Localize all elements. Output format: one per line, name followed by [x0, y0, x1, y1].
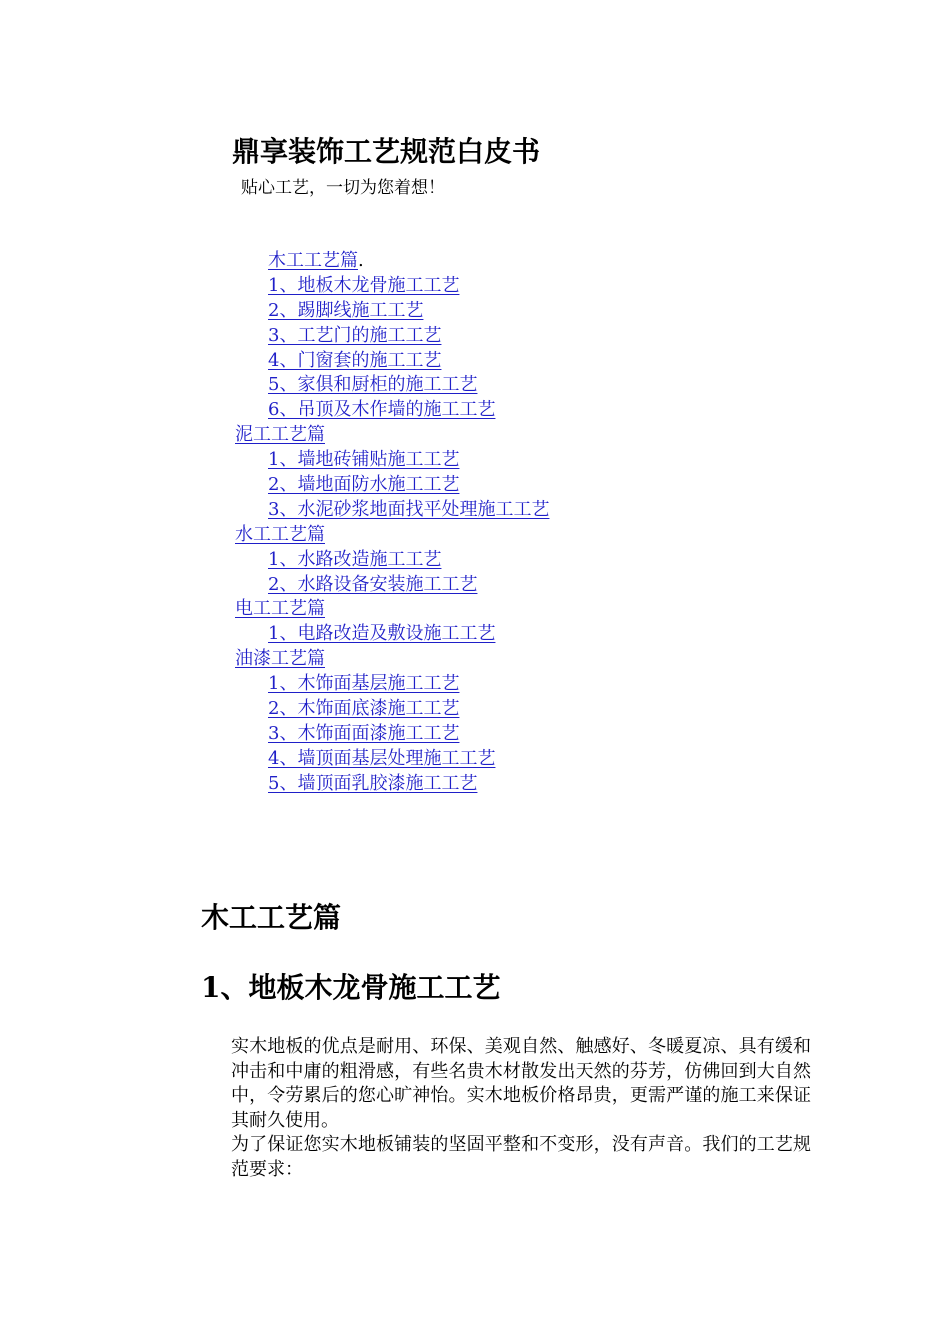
toc-link[interactable]: 1、地板木龙骨施工工艺: [268, 274, 460, 296]
document-subtitle: 贴心工艺，一切为您着想！: [241, 178, 445, 198]
toc-item: [0, 622, 549, 647]
toc-link[interactable]: 电工工艺篇: [235, 598, 325, 620]
toc-link[interactable]: 1、墙地砖铺贴施工工艺: [268, 449, 460, 471]
body-paragraph: 为了保证您实木地板铺装的坚固平整和不变形，没有声音。我们的工艺规范要求：: [231, 1134, 811, 1180]
toc-link[interactable]: 2、水路设备安装施工工艺: [268, 573, 478, 595]
toc-item: [0, 498, 549, 523]
toc-item: [0, 548, 549, 573]
toc-item: [0, 722, 549, 747]
toc-link[interactable]: 1、电路改造及敷设施工工艺: [268, 623, 496, 645]
subsection-title: 1、地板木龙骨施工工艺: [201, 971, 501, 1004]
toc-item: [0, 672, 549, 697]
toc-link[interactable]: 1、木饰面基层施工工艺: [268, 673, 460, 695]
body-paragraph: 实木地板的优点是耐用、环保、美观自然、触感好、冬暖夏凉、具有缓和冲击和中庸的粗滑感，有些名贵木材散发出天然的芬芳，仿佛回到大自然中，令劳累后的您心旷神怡。实木地板价格昂贵，更需严谨的施工来保证其耐久使用。: [231, 1036, 811, 1131]
toc-item: [0, 398, 549, 423]
toc-link[interactable]: 4、门窗套的施工工艺: [268, 349, 442, 371]
document-title: 鼎享装饰工艺规范白皮书: [232, 135, 541, 168]
toc-trailing-mark: .: [358, 250, 364, 271]
section-title: 木工工艺篇: [201, 901, 342, 934]
toc-item: [0, 747, 549, 772]
toc-link[interactable]: 5、墙顶面乳胶漆施工工艺: [268, 772, 478, 794]
toc-link[interactable]: 1、水路改造施工工艺: [268, 548, 442, 570]
toc-link[interactable]: 3、木饰面面漆施工工艺: [268, 722, 460, 744]
toc-link[interactable]: 2、踢脚线施工工艺: [268, 299, 424, 321]
toc-link[interactable]: 泥工工艺篇: [235, 424, 325, 446]
toc-item: [0, 573, 549, 598]
toc-link[interactable]: 6、吊顶及木作墙的施工工艺: [268, 399, 496, 421]
table-of-contents: [0, 249, 549, 797]
toc-link[interactable]: 2、木饰面底漆施工工艺: [268, 698, 460, 720]
toc-item: [0, 349, 549, 374]
toc-item: [0, 523, 549, 548]
toc-link[interactable]: 3、水泥砂浆地面找平处理施工工艺: [268, 498, 550, 520]
toc-item: [0, 473, 549, 498]
toc-item: [0, 274, 549, 299]
toc-link[interactable]: 4、墙顶面基层处理施工工艺: [268, 747, 496, 769]
toc-link[interactable]: 3、工艺门的施工工艺: [268, 324, 442, 346]
toc-item: [0, 373, 549, 398]
toc-link[interactable]: 木工工艺篇: [268, 250, 358, 271]
toc-item: [0, 647, 549, 672]
toc-item: [0, 697, 549, 722]
toc-item: [0, 324, 549, 349]
toc-item: [0, 423, 549, 448]
toc-link[interactable]: 油漆工艺篇: [235, 648, 325, 670]
toc-item: [0, 249, 549, 274]
toc-item: [0, 299, 549, 324]
toc-link[interactable]: 2、墙地面防水施工工艺: [268, 474, 460, 496]
toc-item: [0, 772, 549, 797]
toc-item: [0, 448, 549, 473]
toc-link[interactable]: 5、家俱和厨柜的施工工艺: [268, 374, 478, 396]
toc-item: [0, 597, 549, 622]
toc-link[interactable]: 水工工艺篇: [235, 523, 325, 545]
